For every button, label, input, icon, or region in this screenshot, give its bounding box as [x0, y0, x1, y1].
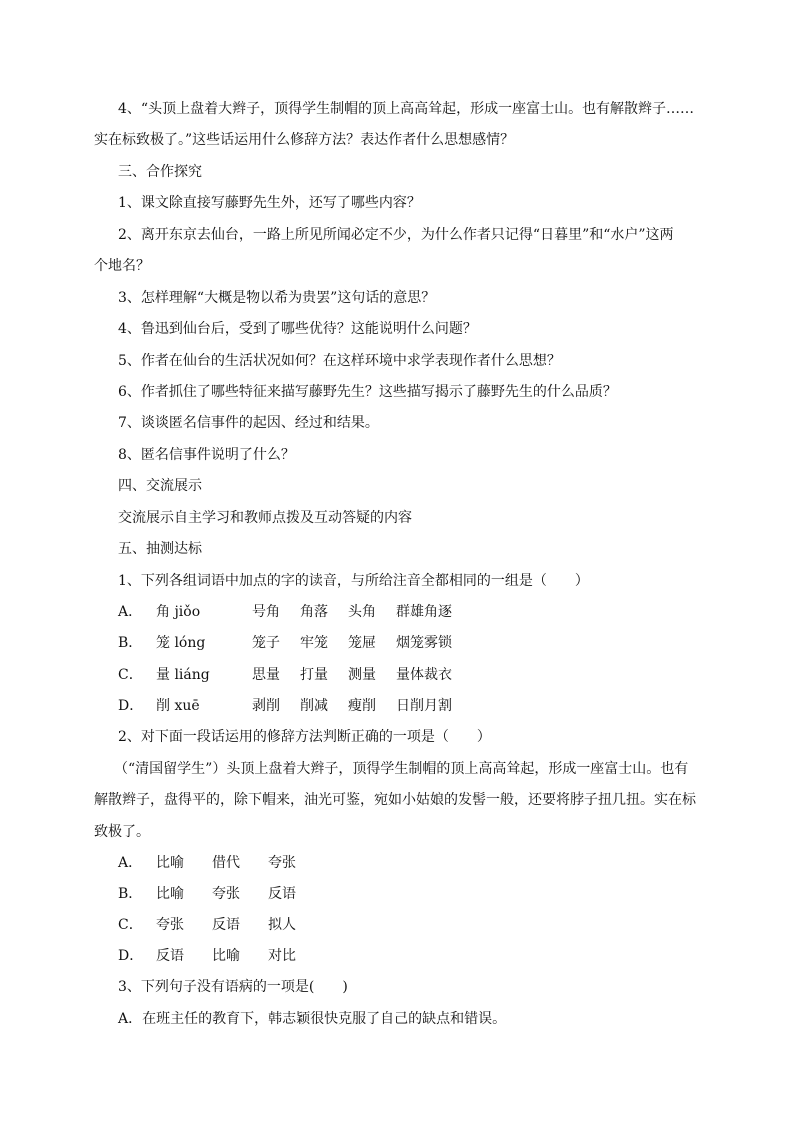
option-word: 角落: [300, 604, 328, 620]
option-word: 拟人: [268, 917, 296, 933]
s3-item-2-cont: 个地名？: [94, 258, 150, 274]
option-word: 打量: [300, 667, 328, 683]
option-label: D．: [118, 698, 144, 714]
option-word: 号角: [252, 604, 280, 620]
q2-option-c: [118, 915, 296, 935]
option-head: 角 jiǒo: [156, 604, 201, 620]
q2-passage-line-3: 致极了。: [94, 824, 150, 840]
option-label: B．: [118, 635, 143, 651]
option-label: C．: [118, 917, 143, 933]
q3-option-a: [118, 1009, 506, 1029]
s3-item-7: 7、谈谈匿名信事件的起因、经过和结果。: [118, 415, 379, 431]
q3-stem: 3、下列句子没有语病的一项是( ): [118, 979, 348, 995]
option-word: 反语: [212, 917, 240, 933]
section-3-title: 三、合作探究: [118, 164, 202, 180]
s3-item-3: 3、怎样理解“大概是物以希为贵罢”这句话的意思？: [118, 290, 436, 306]
q2-passage-line-2: 解散辫子，盘得平的，除下帽来，油光可鉴，宛如小姑娘的发髻一般，还要将脖子扭几扭。实在标: [94, 792, 696, 808]
option-head: 笼 lóng: [156, 635, 206, 651]
option-label: A．: [118, 855, 143, 871]
option-word: 头角: [348, 604, 376, 620]
s3-item-6: 6、作者抓住了哪些特征来描写藤野先生？这些描写揭示了藤野先生的什么品质？: [118, 384, 617, 400]
q4-line-2: 实在标致极了。”这些话运用什么修辞方法？表达作者什么思想感情？: [94, 132, 515, 148]
q2-option-d: [118, 946, 296, 966]
option-label: B．: [118, 886, 143, 902]
q1-option-a: [118, 602, 452, 622]
option-word: 瘦削: [348, 698, 376, 714]
option-head: 削 xuē: [156, 698, 200, 714]
option-word: 削减: [300, 698, 328, 714]
option-word: 日削月割: [396, 698, 452, 714]
option-label: C．: [118, 667, 143, 683]
q1-option-d: [118, 696, 452, 716]
q1-option-c: [118, 665, 452, 685]
option-word: 比喻: [156, 855, 184, 871]
option-text: 在班主任的教育下，韩志颖很快克服了自己的缺点和错误。: [142, 1011, 507, 1027]
option-word: 笼屉: [348, 635, 376, 651]
option-word: 借代: [212, 855, 240, 871]
option-word: 比喻: [212, 948, 240, 964]
option-word: 量体裁衣: [396, 667, 452, 683]
s3-item-2: 2、离开东京去仙台，一路上所见所闻必定不少，为什么作者只记得“日暮里”和“水户”这两: [118, 227, 674, 243]
option-word: 夸张: [156, 917, 184, 933]
s3-item-5: 5、作者在仙台的生活状况如何？在这样环境中求学表现作者什么思想？: [118, 353, 561, 369]
option-word: 思量: [252, 667, 280, 683]
q2-option-b: [118, 884, 296, 904]
option-word: 反语: [156, 948, 184, 964]
option-word: 测量: [348, 667, 376, 683]
q4-line-1: 4、“头顶上盘着大辫子，顶得学生制帽的顶上高高耸起，形成一座富士山。也有解散辫子……: [118, 101, 695, 117]
option-word: 牢笼: [300, 635, 328, 651]
s3-item-1: 1、课文除直接写藤野先生外，还写了哪些内容？: [118, 195, 421, 211]
s3-item-4: 4、鲁迅到仙台后，受到了哪些优待？这能说明什么问题？: [118, 321, 477, 337]
option-head: 量 liáng: [156, 667, 210, 683]
s3-item-8: 8、匿名信事件说明了什么？: [118, 447, 295, 463]
option-word: 反语: [268, 886, 296, 902]
q1-option-b: [118, 633, 452, 653]
q2-passage-line-1: （“清国留学生”）头顶上盘着大辫子，顶得学生制帽的顶上高高耸起，形成一座富士山。也有: [114, 761, 689, 777]
option-label: D．: [118, 948, 144, 964]
option-word: 笼子: [252, 635, 280, 651]
option-label: A．: [118, 604, 143, 620]
option-word: 比喻: [156, 886, 184, 902]
q2-stem: 2、对下面一段话运用的修辞方法判断正确的一项是（ ）: [118, 729, 491, 745]
section-5-title: 五、抽测达标: [118, 541, 202, 557]
option-word: 剥削: [252, 698, 280, 714]
option-word: 群雄角逐: [396, 604, 452, 620]
section-4-content: 交流展示自主学习和教师点拨及互动答疑的内容: [118, 510, 412, 526]
option-word: 夸张: [212, 886, 240, 902]
option-label: A．: [118, 1011, 143, 1027]
q1-stem: 1、下列各组词语中加点的字的读音，与所给注音全都相同的一组是（ ）: [118, 573, 589, 589]
section-4-title: 四、交流展示: [118, 478, 202, 494]
q2-option-a: [118, 853, 296, 873]
option-word: 烟笼雾锁: [396, 635, 452, 651]
option-word: 对比: [268, 948, 296, 964]
option-word: 夸张: [268, 855, 296, 871]
